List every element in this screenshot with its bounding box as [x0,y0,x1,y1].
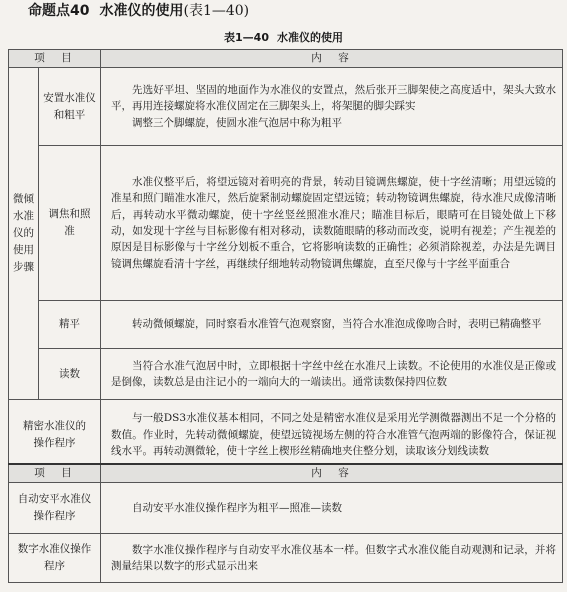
table-header-row [9,50,563,68]
table-row [9,301,563,349]
row-content-reading: 当符合水准气泡居中时，立即根据十字丝中丝在水准尺上读数。不论使用的水准仪是正像或是倒像，读数总是由注记小的一端向大的一端读出。通常读数保持四位数 [101,349,563,400]
row-label-digital-level: 数字水准仪操作程序 [9,534,101,583]
row-label-setup: 安置水准仪和粗平 [39,68,101,146]
row-label-reading: 读数 [39,349,101,400]
row-content-focus: 水准仪整平后，将望远镜对着明亮的背景，转动目镜调焦螺旋，使十字丝清晰；用望远镜的准星和照门瞄准水准尺，然后旋紧制动螺旋固定望远镜；转动物镜调焦螺旋，待水准尺成像清晰后，再转动水平微动螺旋，使十字丝竖丝照准水准尺；瞄准目标后，眼睛可在目镜处做上下移动，如发现十字丝与目标影像有相对移动，读数随眼睛的移动而改变，说明有视差；产生视差的原因是目标影像与十字丝分划板不重合，它将影响读数的正确性；必须消除视差，办法是先调目镜调焦螺旋看清十字丝，再继续仔细地转动物镜调焦螺旋，直至尺像与十字丝平面重合 [101,146,563,301]
table-row [9,349,563,400]
header-content-2: 内 容 [101,464,563,483]
table-row [9,400,563,471]
table-row [9,68,563,146]
table-row [9,534,563,583]
header-content: 内 容 [101,50,563,68]
heading-label: 命题点40 [28,3,90,19]
row-label-auto-level: 自动安平水准仪操作程序 [9,483,101,534]
row-content-fine-level: 转动微倾螺旋，同时察看水准管气泡观察窗，当符合水准泡成像吻合时，表明已精确整平 [101,301,563,349]
caption-title: 水准仪的使用 [276,31,343,44]
setup-text-2: 调整三个脚螺旋，使圆水准气泡居中称为粗平 [132,116,342,129]
heading-table-ref: (表1—40) [183,3,250,19]
row-label-precise: 精密水准仪的操作程序 [9,400,101,471]
row-content-precise: 与一般DS3水准仪基本相同，不同之处是精密水准仪是采用光学测微器测出不足一个分格的数值。作业时，先转动微倾螺旋，使望远镜视场左侧的符合水准管气泡两端的影像符合，保证视线水平。再转动测微轮，使十字丝上楔形丝精确地夹住整分划，读取该分划线读数 [101,400,563,471]
table-row [9,483,563,534]
header-item-2: 项 目 [9,464,101,483]
setup-text-1: 先选好平坦、坚固的地面作为水准仪的安置点，然后张开三脚架使之高度适中，架头大致水平，再用连接螺旋将水准仪固定在三脚架头上，将架腿的脚尖踩实 [111,83,556,113]
header-item: 项 目 [9,50,101,68]
row-content-setup [101,68,563,146]
table-row [9,146,563,301]
row-content-auto-level: 自动安平水准仪操作程序为粗平—照准—读数 [101,483,563,534]
group-label: 微倾水准仪的使用步骤 [9,68,39,400]
row-label-focus: 调焦和照准 [39,146,101,301]
row-content-digital-level: 数字水准仪操作程序与自动安平水准仪基本一样。但数字式水准仪能自动观测和记录，并将测量结果以数字的形式显示出来 [101,534,563,583]
caption-number: 表1—40 [224,31,269,44]
row-label-fine-level: 精平 [39,301,101,349]
heading-title: 水准仪的使用 [99,3,184,19]
section-heading [28,2,249,20]
table-header-row [9,464,563,483]
main-table [8,49,563,471]
table-caption [0,31,567,45]
continued-table [8,463,563,583]
